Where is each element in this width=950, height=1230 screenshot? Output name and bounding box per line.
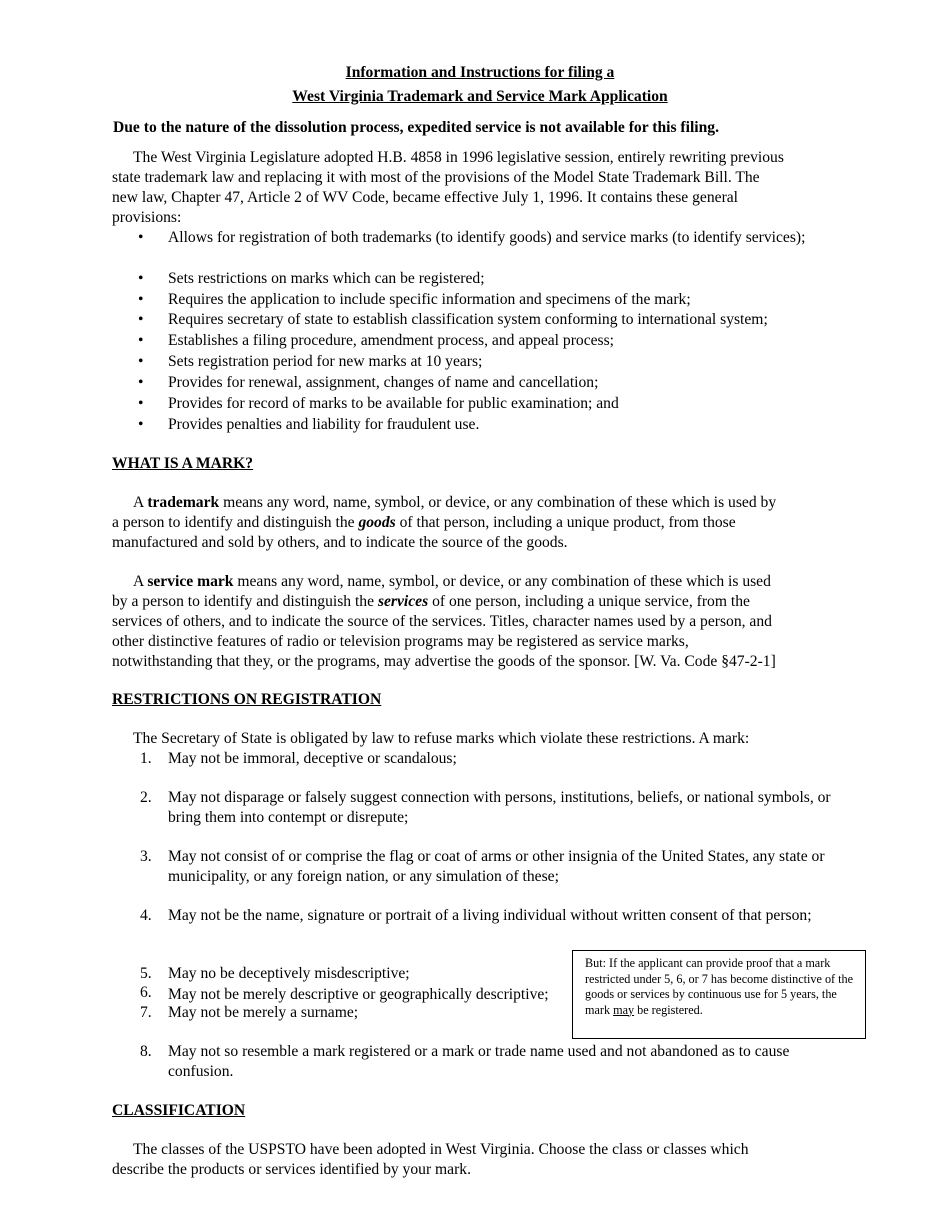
service-mark-line: services of others, and to indicate the source of the services. Titles, character names used by a person, and (112, 613, 772, 630)
list-item: Allows for registration of both trademarks (to identify goods) and service marks (to identify services); (168, 229, 806, 246)
service-mark-line: other distinctive features of radio or television programs may be registered as service marks, (112, 633, 689, 650)
list-number: 3. (140, 848, 152, 865)
intro-line: provisions: (112, 209, 182, 226)
classification-line: describe the products or services identified by your mark. (112, 1161, 471, 1178)
doc-title-line-1: Information and Instructions for filing a (345, 64, 615, 81)
intro-paragraph (112, 148, 857, 228)
list-number: 8. (140, 1043, 152, 1060)
intro-line: The West Virginia Legislature adopted H.B. 4858 in 1996 legislative session, entirely rewriting previous (133, 149, 784, 166)
intro-line: state trademark law and replacing it with most of the provisions of the Model State Trademark Bill. The (112, 169, 760, 186)
bullet-icon: • (138, 311, 144, 328)
expedited-notice: Due to the nature of the dissolution process, expedited service is not available for this filing. (113, 119, 719, 136)
bullet-icon: • (138, 353, 144, 370)
list-item: Provides penalties and liability for fraudulent use. (168, 416, 480, 433)
list-item: Sets registration period for new marks at 10 years; (168, 353, 483, 370)
bullet-icon: • (138, 270, 144, 287)
service-mark-line: by a person to identify and distinguish the services of one person, including a unique service, from the (112, 593, 750, 610)
list-item: May not be the name, signature or portrait of a living individual without written consent of that person; (168, 907, 812, 924)
list-item: Sets restrictions on marks which can be registered; (168, 270, 485, 287)
list-number: 1. (140, 750, 152, 767)
bullet-icon: • (138, 374, 144, 391)
bullet-icon: • (138, 395, 144, 412)
trademark-definition (112, 493, 857, 553)
list-number: 4. (140, 907, 152, 924)
section-heading-restrictions: RESTRICTIONS ON REGISTRATION (112, 691, 382, 708)
bullet-icon: • (138, 332, 144, 349)
list-item: Requires secretary of state to establish classification system conforming to international system; (168, 311, 768, 328)
list-item: May not so resemble a mark registered or a mark or trade name used and not abandoned as to cause confusion. (168, 1043, 790, 1080)
service-mark-definition (112, 572, 857, 672)
service-mark-line: notwithstanding that they, or the programs, may advertise the goods of the sponsor. [W. Va. Code §47-2-1] (112, 653, 776, 670)
bullet-icon: • (138, 291, 144, 308)
classification-line: The classes of the USPSTO have been adopted in West Virginia. Choose the class or classes which (133, 1141, 749, 1158)
note-text: be registered. (634, 1002, 703, 1017)
restrictions-intro: The Secretary of State is obligated by law to refuse marks which violate these restrictions. A mark: (133, 730, 750, 747)
note-emphasis-may: may (613, 1002, 635, 1017)
list-number: 2. (140, 789, 152, 806)
list-item: May not be merely descriptive or geographically descriptive; (168, 986, 549, 1003)
note-text: But: If the applicant can provide proof that a mark restricted under 5, 6, or 7 has become distinctive of the goods or services by continuous use for 5 years, the mark (585, 956, 854, 1017)
list-number: 6. (140, 984, 152, 1001)
list-number: 7. (140, 1004, 152, 1021)
doc-title-line-2: West Virginia Trademark and Service Mark Application (292, 88, 668, 105)
section-heading-what-is-a-mark: WHAT IS A MARK? (112, 455, 254, 472)
list-item: May not disparage or falsely suggest connection with persons, institutions, beliefs, or national symbols, or bring them into contempt or disrepute; (168, 789, 831, 826)
trademark-line: manufactured and sold by others, and to indicate the source of the goods. (112, 534, 568, 551)
list-item: May no be deceptively misdescriptive; (168, 965, 410, 982)
trademark-line: A trademark means any word, name, symbol, or device, or any combination of these which is used by (133, 494, 777, 511)
list-item: Provides for renewal, assignment, changes of name and cancellation; (168, 374, 599, 391)
intro-line: new law, Chapter 47, Article 2 of WV Code, became effective July 1, 1996. It contains these general (112, 189, 739, 206)
exception-note-box (572, 950, 866, 1039)
bullet-icon: • (138, 416, 144, 433)
trademark-line: a person to identify and distinguish the goods of that person, including a unique product, from those (112, 514, 736, 531)
list-number: 5. (140, 965, 152, 982)
list-item: May not be merely a surname; (168, 1004, 359, 1021)
list-item: May not consist of or comprise the flag or coat of arms or other insignia of the United States, any state or municipality, or any foreign nation, or any simulation of these; (168, 848, 825, 885)
list-item: May not be immoral, deceptive or scandalous; (168, 750, 457, 767)
list-item: Provides for record of marks to be available for public examination; and (168, 395, 619, 412)
list-item: Establishes a filing procedure, amendment process, and appeal process; (168, 332, 615, 349)
bullet-icon: • (138, 229, 144, 246)
section-heading-classification: CLASSIFICATION (112, 1102, 246, 1119)
service-mark-line: A service mark means any word, name, symbol, or device, or any combination of these which is used (133, 573, 771, 590)
classification-paragraph (112, 1140, 857, 1180)
list-item: Requires the application to include specific information and specimens of the mark; (168, 291, 691, 308)
